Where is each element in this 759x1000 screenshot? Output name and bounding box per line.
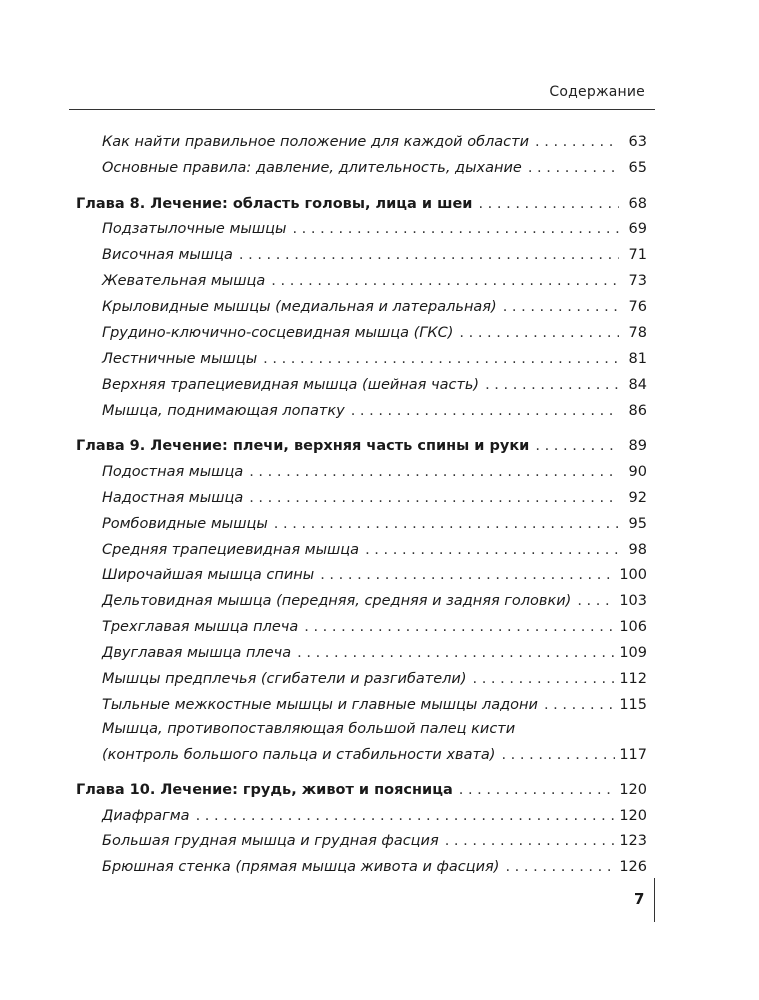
toc-entry-title: Надостная мышца <box>102 490 244 506</box>
toc-entry[interactable] <box>102 374 647 396</box>
toc-entry-page: 63 <box>628 134 647 150</box>
toc-entry[interactable] <box>102 270 647 292</box>
leader-dots <box>292 218 619 240</box>
toc-entry-page: 95 <box>628 516 647 532</box>
toc-entry[interactable] <box>102 461 647 483</box>
leader-dots <box>249 487 619 509</box>
leader-dots <box>485 374 619 396</box>
toc-entry-page: 98 <box>628 542 647 558</box>
toc-entry[interactable] <box>102 616 647 638</box>
toc-chapter-title: Глава 8. Лечение: область головы, лица и шеи <box>76 196 473 212</box>
toc-entry-title: Мышцы предплечья (сгибатели и разгибатели) <box>102 671 467 687</box>
toc-entry-title: Тыльные межкостные мышцы и главные мышцы ладони <box>102 697 538 713</box>
toc-entry[interactable] <box>102 131 647 153</box>
leader-dots <box>472 668 615 690</box>
toc-entry-page: 84 <box>628 377 647 393</box>
leader-dots <box>320 564 615 586</box>
toc-entry[interactable] <box>102 590 647 612</box>
toc-entry-title: Средняя трапециевидная мышца <box>102 542 360 558</box>
leader-dots <box>535 131 619 153</box>
toc-entry-title: (контроль большого пальца и стабильности хвата) <box>102 747 496 763</box>
toc-entry[interactable] <box>102 805 647 827</box>
leader-dots <box>459 322 619 344</box>
leader-dots <box>263 348 619 370</box>
toc-entry[interactable] <box>102 744 647 766</box>
leader-dots <box>528 157 619 179</box>
toc-entry[interactable] <box>102 830 647 852</box>
toc-entry-page: 89 <box>628 438 647 454</box>
toc-entry[interactable] <box>102 668 647 690</box>
toc-entry-page: 68 <box>628 196 647 212</box>
leader-dots <box>239 244 619 266</box>
toc-entry-page: 90 <box>628 464 647 480</box>
leader-dots <box>505 856 615 878</box>
toc-entry-title: Лестничные мышцы <box>102 351 258 367</box>
leader-dots <box>297 642 615 664</box>
leader-dots <box>501 744 615 766</box>
leader-dots <box>196 805 616 827</box>
toc-entry-title: Двуглавая мышца плеча <box>102 645 292 661</box>
toc-entry[interactable] <box>102 218 647 240</box>
toc-entry-title: Височная мышца <box>102 247 233 263</box>
header-rule <box>69 109 655 110</box>
toc-entry-title: Широчайшая мышца спины <box>102 567 315 583</box>
toc-entry-title: Дельтовидная мышца (передняя, средняя и задняя головки) <box>102 593 572 609</box>
running-head-title: Содержание <box>549 84 645 100</box>
toc-entry-page: 112 <box>619 671 647 687</box>
toc-entry-page: 115 <box>619 697 647 713</box>
toc-entry-page: 86 <box>628 403 647 419</box>
leader-dots <box>351 400 619 422</box>
toc-entry-page: 100 <box>619 567 647 583</box>
leader-dots <box>577 590 615 612</box>
page-number: 7 <box>634 890 645 908</box>
toc-entry-title: Трехглавая мышца плеча <box>102 619 299 635</box>
toc-entry-page: 65 <box>628 160 647 176</box>
folio-rule <box>654 878 655 922</box>
toc-entry-page: 71 <box>628 247 647 263</box>
leader-dots <box>271 270 619 292</box>
toc-entry-page: 109 <box>619 645 647 661</box>
leader-dots <box>304 616 615 638</box>
toc-entry-title: Мышца, противопоставляющая большой палец кисти <box>102 721 516 737</box>
toc-entry[interactable] <box>102 694 647 716</box>
toc-entry-title: Диафрагма <box>102 808 190 824</box>
leader-dots <box>249 461 619 483</box>
toc-entry[interactable] <box>102 157 647 179</box>
toc-entry[interactable] <box>102 244 647 266</box>
toc-entry-title: Основные правила: давление, длительность, дыхание <box>102 160 522 176</box>
toc-entry-page: 92 <box>628 490 647 506</box>
toc-entry-title: Грудино-ключично-сосцевидная мышца (ГКС) <box>102 325 454 341</box>
toc-entry-title: Ромбовидные мышцы <box>102 516 268 532</box>
toc-entry-page: 117 <box>619 747 647 763</box>
toc-entry[interactable] <box>102 322 647 344</box>
toc-entry[interactable] <box>102 487 647 509</box>
toc-entry-page: 123 <box>619 833 647 849</box>
toc-entry-page: 103 <box>619 593 647 609</box>
leader-dots <box>459 779 616 801</box>
leader-dots <box>544 694 615 716</box>
toc-entry-first-line[interactable] <box>102 718 647 740</box>
leader-dots <box>478 193 619 215</box>
toc-entry-page: 73 <box>628 273 647 289</box>
toc-entry[interactable] <box>102 348 647 370</box>
toc-entry[interactable] <box>102 564 647 586</box>
toc-entry[interactable] <box>102 400 647 422</box>
toc-chapter-entry[interactable] <box>76 779 647 801</box>
toc-entry-page: 126 <box>619 859 647 875</box>
toc-entry-title: Жевательная мышца <box>102 273 266 289</box>
toc-entry-page: 120 <box>619 808 647 824</box>
toc-entry-page: 78 <box>628 325 647 341</box>
toc-entry[interactable] <box>102 539 647 561</box>
toc-entry-title: Подостная мышца <box>102 464 244 480</box>
toc-entry[interactable] <box>102 642 647 664</box>
toc-entry-page: 120 <box>619 782 647 798</box>
toc-entry-page: 76 <box>628 299 647 315</box>
toc-entry[interactable] <box>102 513 647 535</box>
leader-dots <box>274 513 619 535</box>
leader-dots <box>365 539 619 561</box>
toc-entry[interactable] <box>102 856 647 878</box>
toc-entry[interactable] <box>102 296 647 318</box>
toc-entry-page: 69 <box>628 221 647 237</box>
leader-dots <box>535 435 619 457</box>
toc-chapter-title: Глава 10. Лечение: грудь, живот и поясница <box>76 782 453 798</box>
toc-entry-title: Крыловидные мышцы (медиальная и латеральная) <box>102 299 497 315</box>
toc-chapter-entry[interactable] <box>76 193 647 215</box>
toc-entry-title: Как найти правильное положение для каждой области <box>102 134 530 150</box>
toc-chapter-title: Глава 9. Лечение: плечи, верхняя часть спины и руки <box>76 438 530 454</box>
toc-entry-page: 81 <box>628 351 647 367</box>
toc-entry-title: Брюшная стенка (прямая мышца живота и фасция) <box>102 859 500 875</box>
toc-entry-title: Подзатылочные мышцы <box>102 221 287 237</box>
toc-entry-page: 106 <box>619 619 647 635</box>
leader-dots <box>503 296 619 318</box>
leader-dots <box>445 830 616 852</box>
toc-entry-title: Верхняя трапециевидная мышца (шейная часть) <box>102 377 480 393</box>
toc-chapter-entry[interactable] <box>76 435 647 457</box>
toc-entry-title: Большая грудная мышца и грудная фасция <box>102 833 439 849</box>
toc-entry-title: Мышца, поднимающая лопатку <box>102 403 345 419</box>
